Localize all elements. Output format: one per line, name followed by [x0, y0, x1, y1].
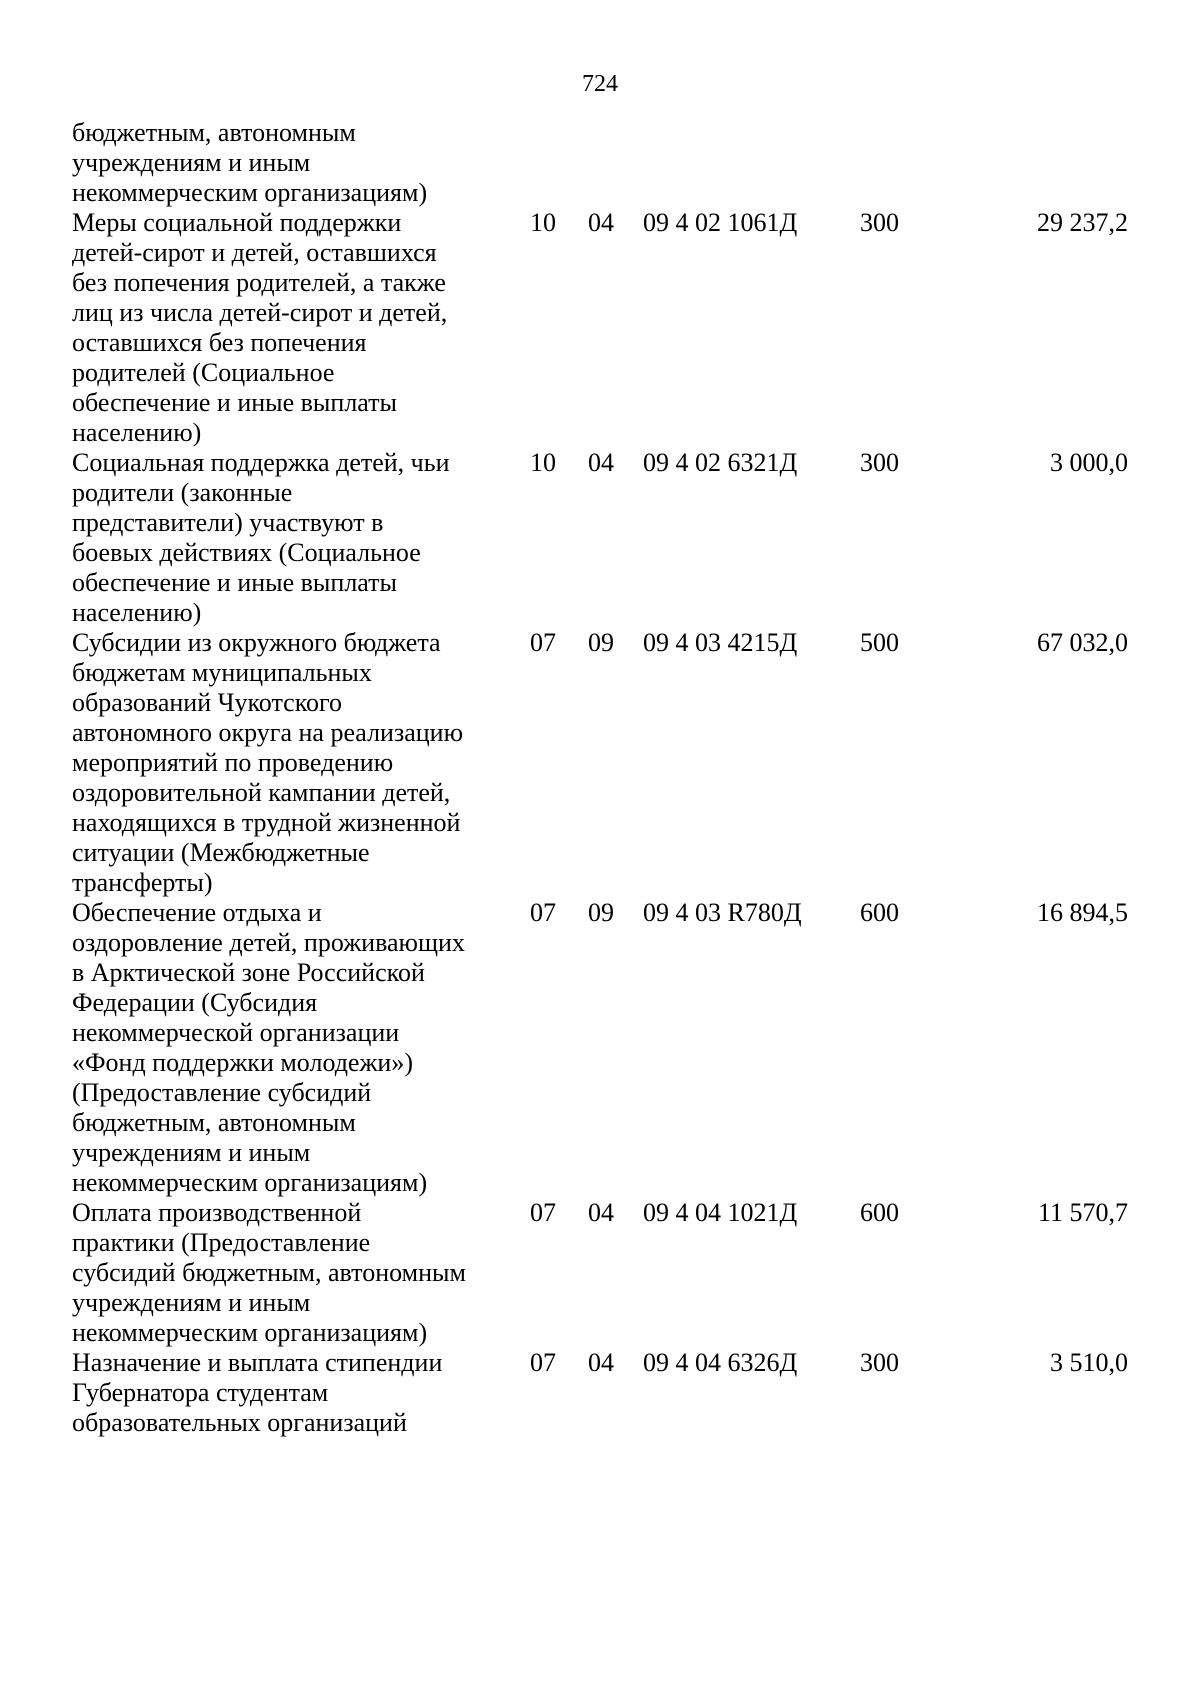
- description-line: Оплата производственной: [72, 1198, 362, 1227]
- description-line: (Предоставление субсидий: [72, 1078, 372, 1107]
- target-article-code: 09 4 03 4215Д: [643, 628, 798, 657]
- expense-type-code: 300: [860, 208, 899, 237]
- description-line: ситуации (Межбюджетные: [72, 838, 370, 867]
- description-line: образований Чукотского: [72, 688, 343, 717]
- expense-type-code: 500: [860, 628, 899, 657]
- description-line: оставшихся без попечения: [72, 328, 367, 357]
- table-row: [72, 628, 1128, 898]
- description-line: Губернатора студентам: [72, 1378, 329, 1407]
- row-description: [72, 448, 542, 628]
- description-line: Меры социальной поддержки: [72, 208, 402, 237]
- description-line: Социальная поддержка детей, чьи: [72, 448, 450, 477]
- description-line: детей-сирот и детей, оставшихся: [72, 238, 437, 267]
- section-code: 10: [530, 448, 556, 477]
- description-line: населению): [72, 598, 202, 627]
- row-description: [72, 628, 542, 898]
- amount: 3 000,0: [1050, 448, 1128, 477]
- description-line: обеспечение и иные выплаты: [72, 388, 397, 417]
- section-code: 07: [530, 628, 556, 657]
- subsection-code: 04: [588, 1348, 614, 1377]
- description-line: некоммерческой организации: [72, 1018, 400, 1047]
- subsection-code: 04: [588, 448, 614, 477]
- description-line: оздоровление детей, проживающих: [72, 928, 465, 957]
- description-line: родители (законные: [72, 478, 293, 507]
- expense-type-code: 300: [860, 1348, 899, 1377]
- target-article-code: 09 4 04 1021Д: [643, 1198, 798, 1227]
- description-line: Субсидии из окружного бюджета: [72, 628, 441, 657]
- section-code: 07: [530, 1348, 556, 1377]
- table-row: [72, 448, 1128, 628]
- description-line: субсидий бюджетным, автономным: [72, 1258, 466, 1287]
- description-line: без попечения родителей, а также: [72, 268, 446, 297]
- table-row: [72, 208, 1128, 448]
- description-line: автономного округа на реализацию: [72, 718, 464, 747]
- description-line: практики (Предоставление: [72, 1228, 371, 1257]
- amount: 67 032,0: [1037, 628, 1128, 657]
- target-article-code: 09 4 03 R780Д: [643, 898, 802, 927]
- description-line: некоммерческим организациям): [72, 1168, 428, 1197]
- target-article-code: 09 4 02 6321Д: [643, 448, 798, 477]
- description-line: образовательных организаций: [72, 1408, 407, 1437]
- section-code: 10: [530, 208, 556, 237]
- description-line: боевых действиях (Социальное: [72, 538, 421, 567]
- budget-table: [72, 118, 1128, 1438]
- target-article-code: 09 4 02 1061Д: [643, 208, 798, 237]
- description-line: оздоровительной кампании детей,: [72, 778, 451, 807]
- description-line: населению): [72, 418, 202, 447]
- subsection-code: 04: [588, 1198, 614, 1227]
- subsection-code: 04: [588, 208, 614, 237]
- subsection-code: 09: [588, 628, 614, 657]
- description-line: учреждениям и иным: [72, 1288, 311, 1317]
- expense-type-code: 300: [860, 448, 899, 477]
- description-line: некоммерческим организациям): [72, 178, 428, 207]
- description-line: мероприятий по проведению: [72, 748, 394, 777]
- description-line: трансферты): [72, 868, 213, 897]
- section-code: 07: [530, 898, 556, 927]
- description-line: лиц из числа детей-сирот и детей,: [72, 298, 448, 327]
- subsection-code: 09: [588, 898, 614, 927]
- page-number: 724: [582, 71, 618, 97]
- description-line: бюджетным, автономным: [72, 1108, 356, 1137]
- row-description: [72, 1348, 542, 1438]
- description-line: Обеспечение отдыха и: [72, 898, 322, 927]
- expense-type-code: 600: [860, 898, 899, 927]
- description-line: в Арктической зоне Российской: [72, 958, 425, 987]
- description-line: обеспечение и иные выплаты: [72, 568, 397, 597]
- table-row: [72, 1198, 1128, 1348]
- target-article-code: 09 4 04 6326Д: [643, 1348, 798, 1377]
- description-line: бюджетам муниципальных: [72, 658, 372, 687]
- description-line: «Фонд поддержки молодежи»): [72, 1048, 413, 1077]
- row-description: [72, 898, 542, 1198]
- description-line: находящихся в трудной жизненной: [72, 808, 461, 837]
- row-description: [72, 118, 542, 208]
- description-line: Назначение и выплата стипендии: [72, 1348, 443, 1377]
- description-line: Федерации (Субсидия: [72, 988, 318, 1017]
- table-row: [72, 118, 1128, 208]
- section-code: 07: [530, 1198, 556, 1227]
- description-line: учреждениям и иным: [72, 1138, 311, 1167]
- row-description: [72, 208, 542, 448]
- amount: 3 510,0: [1050, 1348, 1128, 1377]
- expense-type-code: 600: [860, 1198, 899, 1227]
- description-line: учреждениям и иным: [72, 148, 311, 177]
- description-line: представители) участвуют в: [72, 508, 384, 537]
- description-line: бюджетным, автономным: [72, 118, 356, 147]
- table-row: [72, 1348, 1128, 1438]
- amount: 11 570,7: [1037, 1198, 1128, 1227]
- row-description: [72, 1198, 542, 1348]
- amount: 16 894,5: [1037, 898, 1128, 927]
- description-line: некоммерческим организациям): [72, 1318, 428, 1347]
- description-line: родителей (Социальное: [72, 358, 335, 387]
- amount: 29 237,2: [1037, 208, 1128, 237]
- table-row: [72, 898, 1128, 1198]
